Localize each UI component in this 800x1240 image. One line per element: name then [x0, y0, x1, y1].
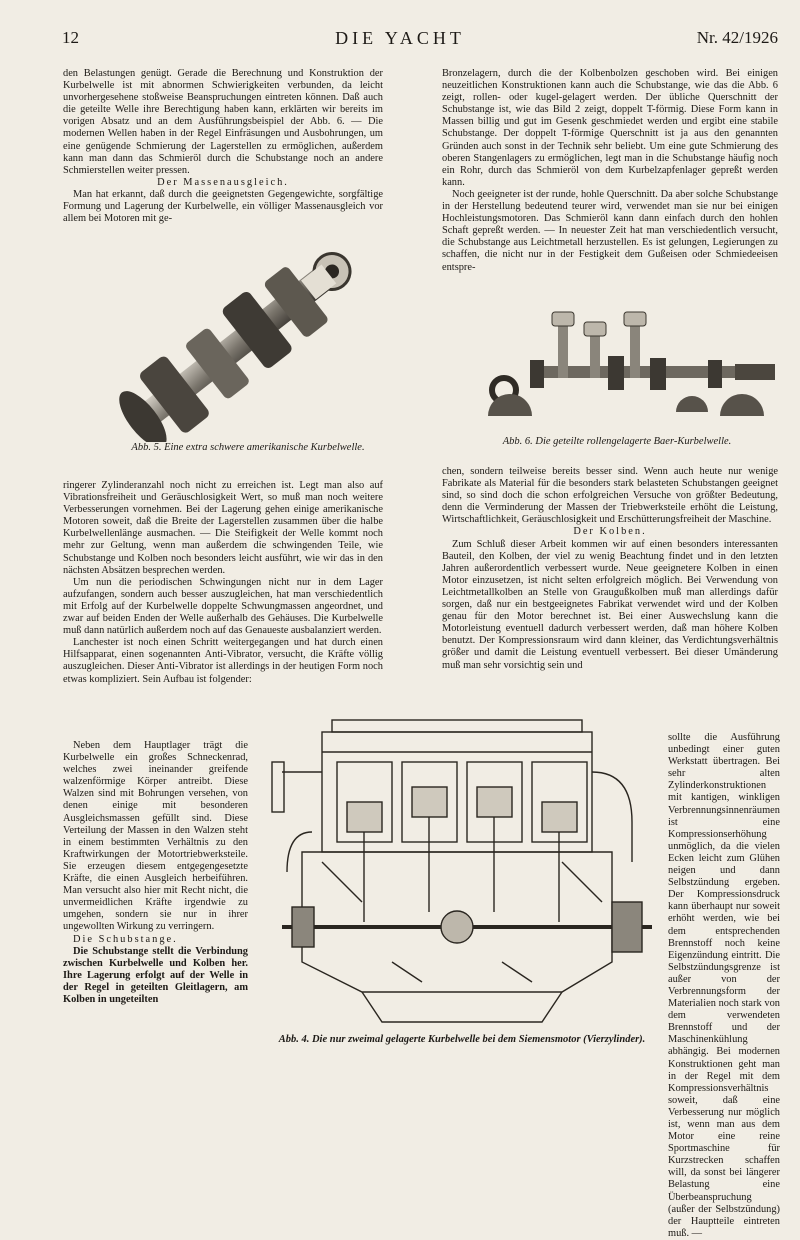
- paragraph: den Belastungen genügt. Gerade die Berechnung und Konstruktion der Kurbelwelle ist mit abnormen Schwierigkeiten verbunden, da leicht unvorhergesehene stoßweise Beanspruchungen eintreten können. Daß auch die geteilte Welle ihre Berechtigung haben kann, erklärten wir bereits im vorigen Absatz und an dem Ausführungsbeispiel der Abb. 6. — Die modernen Wellen haben in der Regel Einfräsungen und Ausbohrungen, um eine genügende Schmierung der Lagerstellen zu ermöglichen, außerdem kann man dann das Schmieröl durch die Schubstange noch an andere Schmierstellen weiter pressen.: [63, 68, 383, 176]
- right-column-narrow: [668, 732, 780, 1240]
- section-heading-kolben: Der Kolben.: [573, 526, 647, 538]
- section-heading-schubstange: Die Schubstange.: [73, 933, 178, 945]
- paragraph: Lanchester ist noch einen Schritt weitergegangen und hat durch einen Hilfsapparat, einen sogenannten Anti-Vibrator, versucht, die Kräfte völlig auszugleichen. Dieser Anti-Vibrator ist allerdings in der heutigen Form noch etwas kompliziert. Sein Aufbau ist folgender:: [63, 637, 383, 685]
- left-column-narrow: [63, 740, 248, 1006]
- paragraph: Man hat erkannt, daß durch die geeignetsten Gegengewichte, sorgfältige Formung und Lagerung der Kurbelwelle, ein völliger Massenausgleich vor allem bei Motoren mit ge-: [63, 188, 383, 225]
- paragraph: ringerer Zylinderanzahl noch nicht zu erreichen ist. Legt man also auf Vibrationsfreiheit und Geräuschlosigkeit Wert, so muß man noch weitere Verbesserungen vornehmen. Bei der Lagerung gehen einige amerikanische Motoren soweit, daß die Breite der Lagerstellen zusammen über die halbe Kurbelwellenlänge ausmachen. — Die Steifigkeit der Welle kommt noch mehr zur Geltung, wenn man außerdem die schwingenden Teile, wie Schubstange und Kolben noch besonders leicht ausführt, wie wir das in den nächsten Absätzen besprechen werden.: [63, 480, 383, 576]
- left-column-middle: [63, 480, 383, 686]
- magazine-title: DIE YACHT: [335, 28, 465, 48]
- caption-fig5: Abb. 5. Eine extra schwere amerikanische Kurbelwelle.: [131, 442, 365, 453]
- page-number: 12: [62, 28, 79, 47]
- paragraph: Noch geeigneter ist der runde, hohle Querschnitt. Da aber solche Schubstange in der Herstellung bedeutend teurer wird, verwendet man sie nur bei einigen Hochleistungsmotoren. Das Schmieröl kann dann einfach durch den hohlen Schaft gepreßt werden. — In neuester Zeit hat man verschiedentlich versucht, die Schubstange aus Leichtmetall herzustellen. Es ist gelungen, Legierungen zu schaffen, die nicht nur in der Festigkeit dem Gußeisen oder Schmiedeeisen entspre-: [442, 188, 778, 273]
- left-column-top: [63, 68, 383, 225]
- paragraph: chen, sondern teilweise bereits besser sind. Wenn auch heute nur wenige Fabrikate als Material für die besonders stark belasteten Schubstangen geeignet sind, so sind doch die schon erfolgreichen Versuche von größter Bedeutung, denn die Verminderung der Massen der Triebwerksteile erhöht die Leistung, Wirtschaftlichkeit, Geräuschlosigkeit und Erschütterungsfreiheit der Maschine.: [442, 466, 778, 526]
- paragraph: Zum Schluß dieser Arbeit kommen wir auf einen besonders interessanten Bauteil, den Kolben, der viel zu wenig Beachtung findet und in den letzten Jahren außerordentlich verbessert wurde. Neue geeignetere Kolben in einen Motor einzusetzen, ist nicht selten erfolgreich möglich. Bei Verwendung von Leichtmetallkolben an Stelle von Graugußkolben muß man allerdings dafür sorgen, daß nur ein bestgeeignetes Fabrikat verwendet wird und der Kolben genau für den Motor berechnet ist. Bei einer Auswechslung kann die Motorleistung eventuell dadurch verbessert werden, daß man höhere Kolben benutzt. Der Kompressionsraum wird dann kleiner, das Verdichtungsverhältnis größer und damit die Leistung eventuell verbessert. Bei dieser Umänderung muß man sehr vorsichtig sein und: [442, 538, 778, 671]
- engine-drawing-fig4: [262, 712, 662, 1034]
- paragraph: Um nun die periodischen Schwingungen nicht nur in dem Lager aufzufangen, sondern auch besser auszugleichen, hat man verschiedentlich mit Erfolg auf der Kurbelwelle doppelte Schwungmassen angeordnet, und zwar auf beiden Enden der Welle außerhalb des Gehäuses. Die Kurbelwelle muß dann natürlich außerdem noch auf das Genaueste ausbalanziert werden.: [63, 576, 383, 637]
- paragraph: Neben dem Hauptlager trägt die Kurbelwelle ein großes Schneckenrad, welches zwei ineinander greifende walzenförmige Körper antreibt. Diese Walzen sind mit Bohrungen versehen, von denen einige mit besonderen Ausgleichsmassen gefüllt sind. Diese Verteilung der Massen in den Walzen steht in einem bestimmten Verhältnis zu den Kraftwirkungen der Motortriebwerksteile. Sie erzeugen diesem entgegengesetzte Kräfte, die einen Ausgleich herbeiführen. Man versucht also hier mit Recht nicht, die unvermeidlichen Kräfte irgendwie zu umgehen, sondern sie nur in ihrer ungewollten Wirkung zu verringern.: [63, 740, 248, 933]
- paragraph: Die Schubstange stellt die Verbindung zwischen Kurbelwelle und Kolben her. Ihre Lagerung erfolgt auf der Welle in der Regel in geteilten Gleitlagern, am Kolben in ungeteilten: [63, 945, 248, 1005]
- right-column-middle: [442, 466, 778, 672]
- issue-number: Nr. 42/1926: [696, 28, 778, 47]
- crankshaft-photo-fig5: [95, 232, 385, 442]
- paragraph: Bronzelagern, durch die der Kolbenbolzen geschoben wird. Bei einigen neuzeitlichen Konstruktionen kann auch die Schubstange, wie das die Abb. 6 zeigt, rollen- oder kugel-gelagert werden. Der übliche Querschnitt der Schubstange ist, wie das Bild 2 zeigt, doppelt T-förmig. Diese Form kann in Massen billig und gut im Gesenk geschmiedet werden und ergibt eine stabile Schubstange. Der doppelt T-förmige Querschnitt ist ja aus den genannten Gründen auch sonst in der Technik sehr beliebt. Um eine gute Schmierung des oberen Stangenlagers zu ermöglichen, legt man in die Schubstange häufig noch ein Rohr, durch das Schmieröl von dem Kurbelzapfenlager gepreßt werden kann.: [442, 68, 778, 188]
- paragraph: sollte die Ausführung unbedingt einer guten Werkstatt übertragen. Bei sehr alten Zylinderkonstruktionen mit kantigen, winkligen Verbrennungsinnenräumen ist eine Kompressionserhöhung unmöglich, da die vielen Ecken leicht zum Glühen neigen und dann Selbstzündung ergeben. Der Kompressionsdruck kann überhaupt nur soweit erhöht werden, wie bei dem entsprechenden Brennstoff noch keine Eigenzündung eintritt. Die Selbstzündungsgrenze ist außer von der Verbrennungsform der Materialien noch stark von dem verwendeten Brennstoff und der Maschinenkühlung abhängig. Bei modernen Konstruktionen geht man in der Regel mit dem Kompressionsverhältnis soweit, daß eine Verbesserung nur möglich ist, wenn man aus dem Motor eine reine Sportmaschine für Kurzstrecken schaffen will, da sonst bei längerer Belastung eine Überbeanspruchung (außer der Selbstzündung) der Hauptteile eintreten muß. —: [668, 732, 780, 1239]
- caption-fig6: Abb. 6. Die geteilte rollengelagerte Baer-Kurbelwelle.: [502, 436, 732, 447]
- caption-fig4: Abb. 4. Die nur zweimal gelagerte Kurbelwelle bei dem Siemensmotor (Vierzylinder).: [278, 1034, 646, 1045]
- split-crankshaft-photo-fig6: [480, 308, 780, 428]
- right-column-top: [442, 68, 778, 274]
- section-heading-massenausgleich: Der Massenausgleich.: [157, 176, 289, 188]
